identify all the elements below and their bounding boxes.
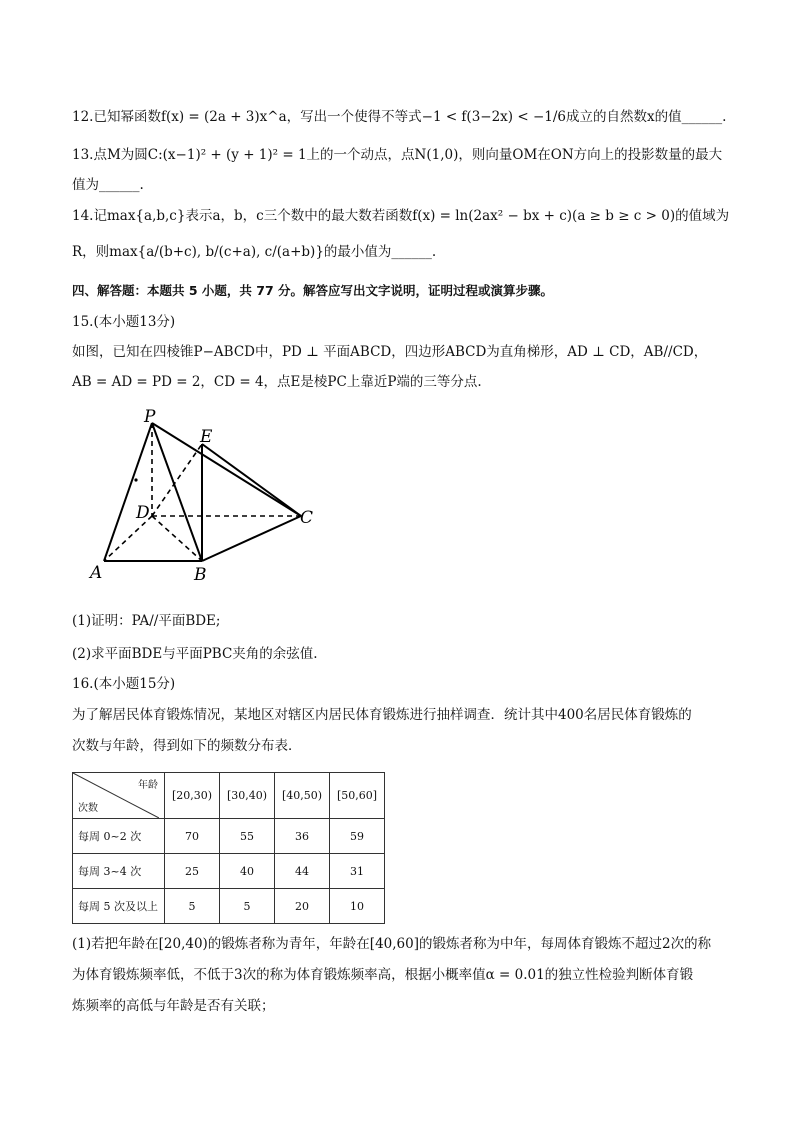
question-15-title: 15.(本小题13分): [72, 314, 176, 330]
question-15-part-2: (2)求平面BDE与平面PBC夹角的余弦值.: [72, 646, 318, 662]
question-15-stem-line-2: AB = AD = PD = 2，CD = 4，点E是棱PC上靠近P端的三等分点.: [72, 374, 482, 390]
corner-count-label: 次数: [78, 803, 98, 814]
question-14-line-2: R，则max{a/(b+c), b/(c+a), c/(a+b)}的最小值为______.: [72, 244, 437, 260]
question-16-part-1-line-3: 炼频率的高低与年龄是否有关联；: [72, 998, 275, 1014]
table-cell: 55: [220, 819, 275, 854]
corner-age-label: 年龄: [138, 780, 158, 791]
table-cell: 44: [275, 854, 330, 889]
table-cell: 5: [165, 889, 220, 924]
question-15-part-1: (1)证明：PA//平面BDE;: [72, 613, 221, 629]
label-b: B: [194, 565, 207, 585]
question-16-stem-line-2: 次数与年龄，得到如下的频数分布表．: [72, 738, 302, 754]
table-cell: 20: [275, 889, 330, 924]
table-row: [73, 854, 385, 889]
row-label: 每周 5 次及以上: [73, 889, 165, 924]
question-16-title: 16.(本小题15分): [72, 676, 176, 692]
column-header: [50,60]: [330, 773, 385, 819]
table-cell: 40: [220, 854, 275, 889]
question-16-part-1-line-1: (1)若把年龄在[20,40)的锻炼者称为青年，年龄在[40,60]的锻炼者称为中年，每周体育锻炼不超过2次的称: [72, 936, 712, 952]
column-header: [40,50): [275, 773, 330, 819]
label-a: A: [90, 563, 103, 583]
frequency-table: [72, 772, 385, 924]
label-d: D: [136, 503, 150, 523]
table-cell: 36: [275, 819, 330, 854]
pyramid-figure: [84, 408, 334, 588]
question-16-stem-line-1: 为了解居民体育锻炼情况，某地区对辖区内居民体育锻炼进行抽样调查．统计其中400名居民体育锻炼的: [72, 707, 692, 723]
question-13-line-1: 13.点M为圆C:(x−1)² + (y + 1)² = 1上的一个动点，点N(1,0)，则向量OM在ON方向上的投影数量的最大: [72, 147, 723, 163]
question-12: 12.已知幂函数f(x) = (2a + 3)x^a，写出一个使得不等式−1 < f(3−2x) < −1/6成立的自然数x的值______.: [72, 109, 727, 125]
question-14-line-1: 14.记max{a,b,c}表示a，b，c三个数中的最大数若函数f(x) = ln(2ax² − bx + c)(a ≥ b ≥ c > 0)的值域为: [72, 208, 730, 224]
label-p: P: [144, 408, 156, 427]
label-c: C: [300, 508, 314, 528]
table-row: [73, 889, 385, 924]
row-label: 每周 0~2 次: [73, 819, 165, 854]
table-cell: 5: [220, 889, 275, 924]
table-row: [73, 819, 385, 854]
table-cell: 31: [330, 854, 385, 889]
question-16-part-1-line-2: 为体育锻炼频率低，不低于3次的称为体育锻炼频率高，根据小概率值α = 0.01的独立性检验判断体育锻: [72, 967, 694, 983]
question-13-line-2: 值为______.: [72, 177, 144, 193]
section-4-header: 四、解答题：本题共 5 小题，共 77 分。解答应写出文字说明，证明过程或演算步骤。: [72, 283, 554, 298]
row-label: 每周 3~4 次: [73, 854, 165, 889]
label-e: E: [200, 427, 213, 447]
question-15-stem-line-1: 如图，已知在四棱锥P−ABCD中，PD ⊥ 平面ABCD，四边形ABCD为直角梯形，AD ⊥ CD，AB//CD，: [72, 344, 708, 360]
table-cell: 10: [330, 889, 385, 924]
column-header: [30,40): [220, 773, 275, 819]
table-corner-cell: [73, 773, 165, 819]
column-header: [20,30): [165, 773, 220, 819]
table-cell: 25: [165, 854, 220, 889]
table-cell: 70: [165, 819, 220, 854]
table-cell: 59: [330, 819, 385, 854]
